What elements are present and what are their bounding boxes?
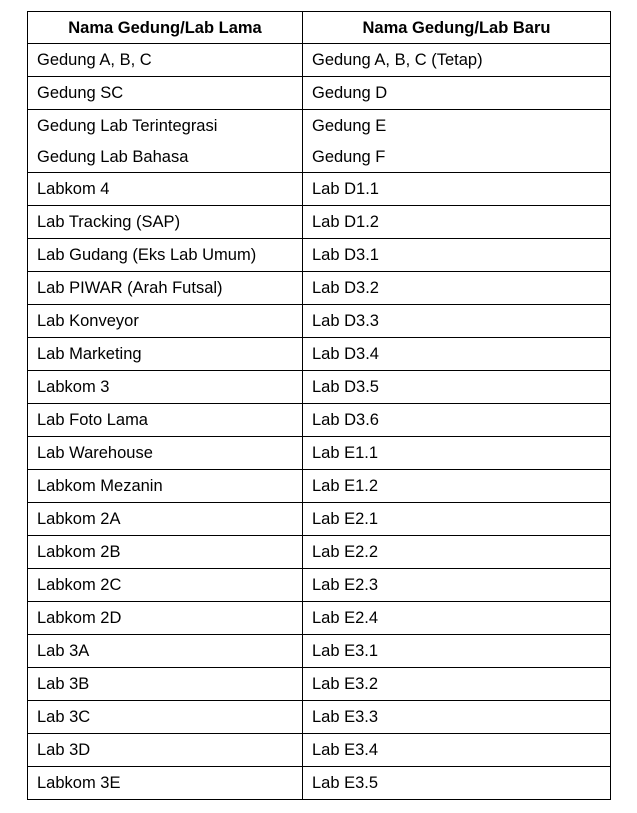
old-name-cell: Lab PIWAR (Arah Futsal) [28,272,303,305]
old-name-cell: Lab Marketing [28,338,303,371]
old-name-cell: Lab 3C [28,701,303,734]
new-name-cell: Lab E2.1 [303,503,611,536]
table-row [28,110,611,142]
old-name-cell: Lab 3A [28,635,303,668]
old-name-cell: Gedung Lab Terintegrasi [28,110,303,142]
old-name-cell: Lab Warehouse [28,437,303,470]
new-name-cell: Lab D3.5 [303,371,611,404]
table-row [28,239,611,272]
new-name-cell: Lab D1.1 [303,173,611,206]
new-name-cell: Lab E3.5 [303,767,611,800]
old-name-cell: Lab Tracking (SAP) [28,206,303,239]
table-row [28,206,611,239]
table-row [28,371,611,404]
old-name-cell: Gedung SC [28,77,303,110]
old-name-cell: Gedung Lab Bahasa [28,141,303,173]
new-name-cell: Lab E2.2 [303,536,611,569]
table-row [28,173,611,206]
table-row [28,437,611,470]
table-row [28,44,611,77]
new-name-cell: Lab D3.3 [303,305,611,338]
old-name-cell: Labkom 4 [28,173,303,206]
table-row [28,338,611,371]
new-name-cell: Lab E2.3 [303,569,611,602]
table-row [28,141,611,173]
new-name-cell: Lab E1.1 [303,437,611,470]
new-name-cell: Gedung D [303,77,611,110]
old-name-cell: Labkom 2A [28,503,303,536]
table-row [28,602,611,635]
table-row [28,470,611,503]
old-name-cell: Labkom 3 [28,371,303,404]
new-name-cell: Lab D3.2 [303,272,611,305]
old-name-cell: Lab Konveyor [28,305,303,338]
new-name-cell: Lab E2.4 [303,602,611,635]
table-row [28,503,611,536]
table-row [28,767,611,800]
new-name-cell: Lab E1.2 [303,470,611,503]
new-name-cell: Lab D3.6 [303,404,611,437]
new-name-cell: Lab E3.3 [303,701,611,734]
old-name-cell: Gedung A, B, C [28,44,303,77]
new-name-cell: Lab D3.4 [303,338,611,371]
header-old-name: Nama Gedung/Lab Lama [28,12,303,44]
old-name-cell: Labkom 2D [28,602,303,635]
table-row [28,272,611,305]
old-name-cell: Lab 3D [28,734,303,767]
building-rename-table [27,11,611,800]
new-name-cell: Lab E3.2 [303,668,611,701]
table-row [28,668,611,701]
new-name-cell: Lab D3.1 [303,239,611,272]
old-name-cell: Lab 3B [28,668,303,701]
new-name-cell: Lab E3.1 [303,635,611,668]
new-name-cell: Gedung E [303,110,611,142]
old-name-cell: Lab Foto Lama [28,404,303,437]
old-name-cell: Labkom 2C [28,569,303,602]
table-row [28,305,611,338]
new-name-cell: Lab E3.4 [303,734,611,767]
new-name-cell: Gedung F [303,141,611,173]
old-name-cell: Labkom 3E [28,767,303,800]
table-row [28,569,611,602]
table-row [28,536,611,569]
new-name-cell: Lab D1.2 [303,206,611,239]
table-header-row [28,12,611,44]
table-row [28,701,611,734]
table-row [28,635,611,668]
table-row [28,404,611,437]
old-name-cell: Lab Gudang (Eks Lab Umum) [28,239,303,272]
table-row [28,77,611,110]
table-row [28,734,611,767]
header-new-name: Nama Gedung/Lab Baru [303,12,611,44]
old-name-cell: Labkom 2B [28,536,303,569]
old-name-cell: Labkom Mezanin [28,470,303,503]
new-name-cell: Gedung A, B, C (Tetap) [303,44,611,77]
